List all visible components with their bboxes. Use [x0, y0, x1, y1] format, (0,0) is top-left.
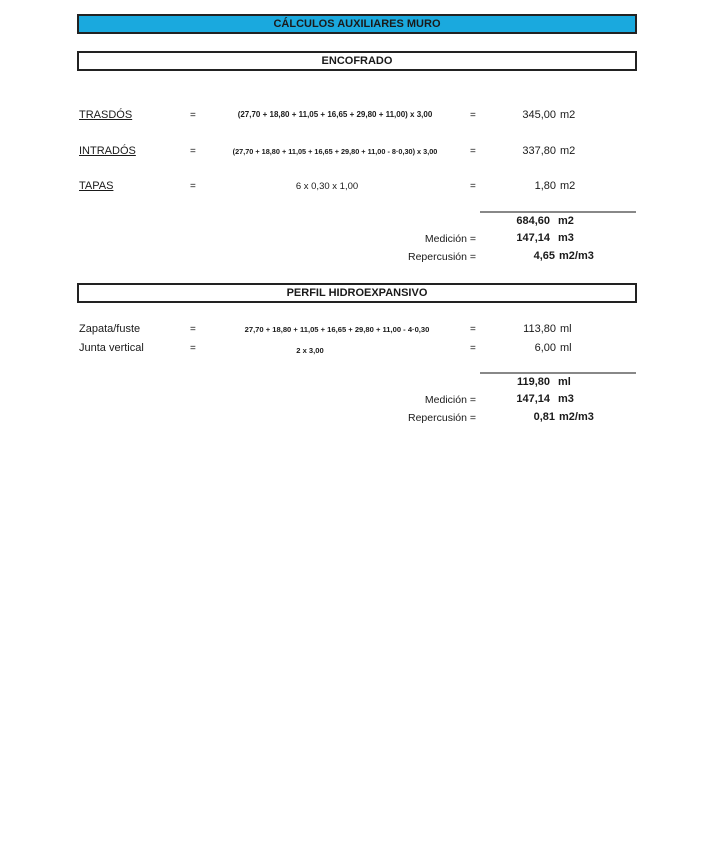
equals-sign: = [470, 181, 476, 192]
equals-sign: = [190, 181, 196, 192]
row-unit: ml [560, 323, 572, 335]
total-unit: ml [558, 376, 571, 388]
repercusion-unit: m2/m3 [559, 411, 594, 423]
row-label: INTRADÓS [79, 145, 136, 157]
repercusion-unit: m2/m3 [559, 250, 594, 262]
equals-sign: = [470, 146, 476, 157]
total-value: 119,80 [516, 376, 550, 388]
repercusion-value: 0,81 [533, 411, 555, 423]
equals-sign: = [470, 343, 476, 354]
page-title: CÁLCULOS AUXILIARES MURO [77, 14, 637, 34]
row-label: Junta vertical [79, 342, 144, 354]
section-header-encofrado: ENCOFRADO [77, 51, 637, 71]
row-value: 113,80 [523, 323, 556, 335]
row-label: Zapata/fuste [79, 323, 141, 335]
medicion-value: 147,14 [516, 393, 550, 405]
medicion-label: Medición = [424, 233, 476, 245]
formula: 2 x 3,00 [296, 346, 324, 355]
equals-sign: = [190, 146, 196, 157]
formula: 6 x 0,30 x 1,00 [295, 181, 359, 192]
formula: (27,70 + 18,80 + 11,05 + 16,65 + 29,80 + 11,00) x 3,00 [237, 110, 433, 119]
row-value: 337,80 [522, 145, 556, 157]
equals-sign: = [470, 324, 476, 335]
medicion-unit: m3 [558, 232, 574, 244]
medicion-value: 147,14 [516, 232, 550, 244]
total-value: 684,60 [516, 215, 550, 227]
formula: 27,70 + 18,80 + 11,05 + 16,65 + 29,80 + 11,00 - 4·0,30 [244, 325, 430, 334]
total-rule [480, 211, 636, 213]
row-value: 1,80 [534, 180, 556, 192]
total-unit: m2 [558, 215, 574, 227]
equals-sign: = [190, 110, 196, 121]
equals-sign: = [470, 110, 476, 121]
row-unit: m2 [560, 109, 576, 121]
repercusion-value: 4,65 [533, 250, 555, 262]
equals-sign: = [190, 343, 196, 354]
total-rule [480, 372, 636, 374]
formula: (27,70 + 18,80 + 11,05 + 16,65 + 29,80 + 11,00 - 8·0,30) x 3,00 [232, 147, 438, 156]
row-value: 345,00 [522, 109, 556, 121]
section-header-perfil: PERFIL HIDROEXPANSIVO [77, 283, 637, 303]
medicion-unit: m3 [558, 393, 574, 405]
row-label: TAPAS [79, 180, 114, 192]
row-unit: ml [560, 342, 572, 354]
equals-sign: = [190, 324, 196, 335]
row-label: TRASDÓS [79, 109, 133, 121]
row-unit: m2 [560, 145, 576, 157]
medicion-label: Medición = [424, 394, 476, 406]
row-value: 6,00 [534, 342, 556, 354]
repercusion-label: Repercusión = [408, 412, 476, 424]
repercusion-label: Repercusión = [408, 251, 476, 263]
row-unit: m2 [560, 180, 576, 192]
